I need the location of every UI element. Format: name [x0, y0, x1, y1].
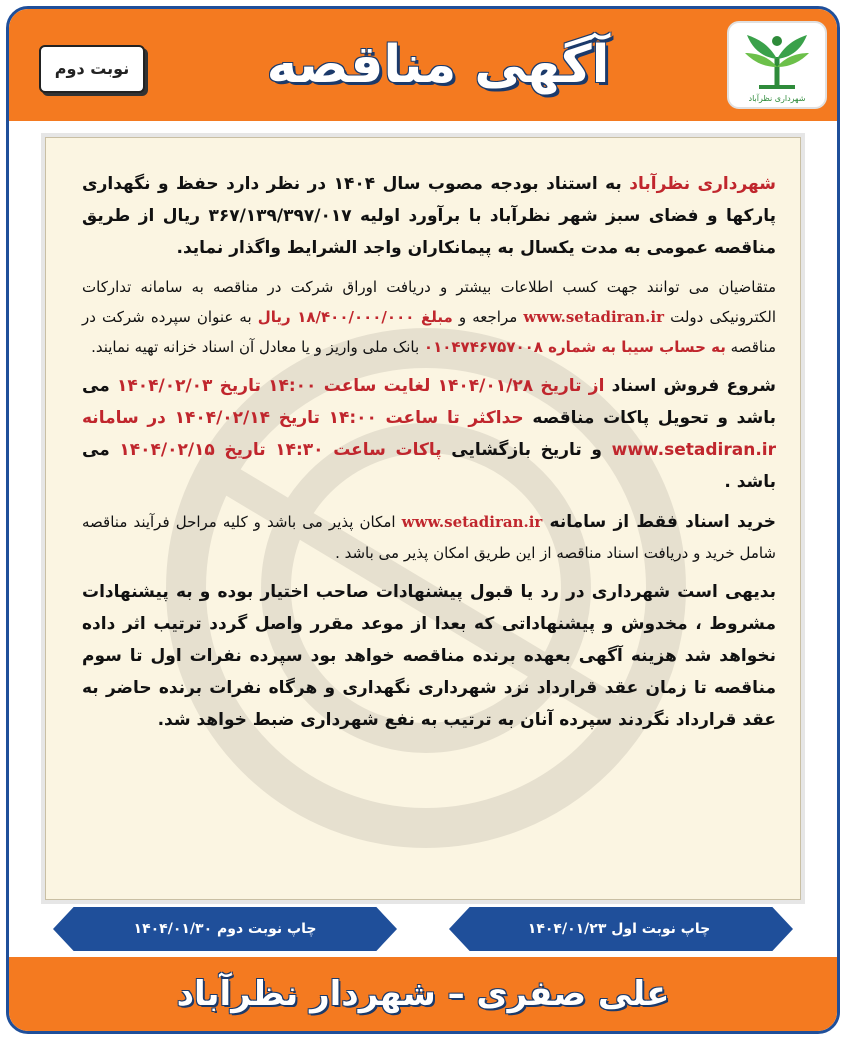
municipality-logo — [727, 21, 827, 109]
paragraph-intro — [82, 168, 776, 264]
municipality-name: شهرداری نظرآباد — [629, 174, 776, 194]
setadiran-link[interactable]: www.setadiran.ir — [523, 308, 664, 326]
logo-caption: شهرداری نظرآباد — [748, 94, 806, 103]
submission-deadline: حداکثر تا ساعت ۱۴:۰۰ تاریخ ۱۴۰۴/۰۲/۱۴ در سامانه www.setadiran.ir — [82, 408, 776, 460]
intro-text: به استناد بودجه مصوب سال ۱۴۰۴ در نظر دارد حفظ و نگهداری پارکها و فضای سبز شهر نظرآباد با برآورد اولیه ۳۶۷/۱۳۹/۳۹۷/۰۱۷ ریال از طریق مناقصه عمومی به مدت یکسال به پیمانکاران واجد الشرایط واگذار نماید. — [82, 174, 777, 258]
header-bar — [9, 9, 837, 121]
applicants-text-3: به عنوان سپرده شرکت در مناقصه — [82, 308, 776, 356]
second-publication-label: چاپ نوبت دوم ۱۴۰۴/۰۱/۳۰ — [133, 921, 317, 937]
page-title: آگهی مناقصه — [266, 35, 610, 95]
logo-emblem-icon — [729, 27, 825, 97]
notice-body — [82, 168, 776, 744]
deposit-amount: مبلغ ۱۸/۴۰۰/۰۰۰/۰۰۰ ریال — [257, 308, 453, 326]
paragraph-schedule — [82, 370, 776, 498]
notice-frame — [6, 6, 840, 1034]
mayor-signature: علی صفری – شهردار نظرآباد — [176, 974, 670, 1014]
applicants-text-4: بانک ملی واریز و یا معادل آن اسناد خزانه تهیه نمایند. — [91, 338, 424, 356]
first-publication-label: چاپ نوبت اول ۱۴۰۴/۰۱/۲۳ — [527, 921, 711, 937]
applicants-text-1: متقاضیان می توانند جهت کسب اطلاعات بیشتر و دریافت اوراق شرکت در مناقصه به سامانه تدارکات الکترونیکی دولت — [82, 278, 777, 326]
schedule-text-4: می باشد . — [82, 440, 776, 492]
paragraph-purchase — [82, 506, 776, 568]
sale-dates: از تاریخ ۱۴۰۴/۰۱/۲۸ لغایت ساعت ۱۴:۰۰ تاریخ ۱۴۰۴/۰۲/۰۳ — [116, 376, 605, 396]
paragraph-conditions: بدیهی است شهرداری در رد یا قبول پیشنهادات صاحب اختیار بوده و به پیشنهادات مشروط ، مخدوش و پیشنهاداتی که بعدا از موعد مقرر واصل گردد ترتیب اثر داده نخواهد شد هزینه آگهی بعهده برنده مناقصه خواهد بود سپرده نفرات اول تا سوم مناقصه تا زمان عقد قرارداد نزد شهرداری نگهداری و هرگاه نفرات برنده حاضر به عقد قرارداد نگردند سپرده آنان به ترتیب به نفع شهرداری ضبط خواهد شد. — [82, 582, 776, 730]
schedule-text-2: می باشد و تحویل پاکات مناقصه — [82, 376, 776, 428]
paragraph-applicants — [82, 272, 776, 362]
purchase-text-2: امکان پذیر می باشد و کلیه مراحل فرآیند مناقصه شامل خرید و دریافت اسناد مناقصه از این طریق امکان پذیر می باشد . — [82, 513, 776, 562]
schedule-text-1: شروع فروش اسناد — [604, 376, 776, 396]
second-publication-badge: نوبت دوم — [39, 45, 145, 93]
notice-panel — [45, 137, 801, 900]
schedule-text-3: و تاریخ بازگشایی — [441, 440, 612, 460]
purchase-text-1: خرید اسناد فقط از سامانه — [542, 512, 776, 532]
applicants-text-2: مراجعه و — [452, 308, 524, 326]
setadiran-link-2[interactable]: www.setadiran.ir — [401, 513, 543, 531]
opening-date: پاکات ساعت ۱۴:۳۰ تاریخ ۱۴۰۴/۰۲/۱۵ — [119, 440, 442, 460]
account-number: به حساب سیبا به شماره ۰۱۰۴۷۴۶۷۵۷۰۰۸ — [423, 338, 726, 356]
footer-bar — [9, 957, 837, 1031]
